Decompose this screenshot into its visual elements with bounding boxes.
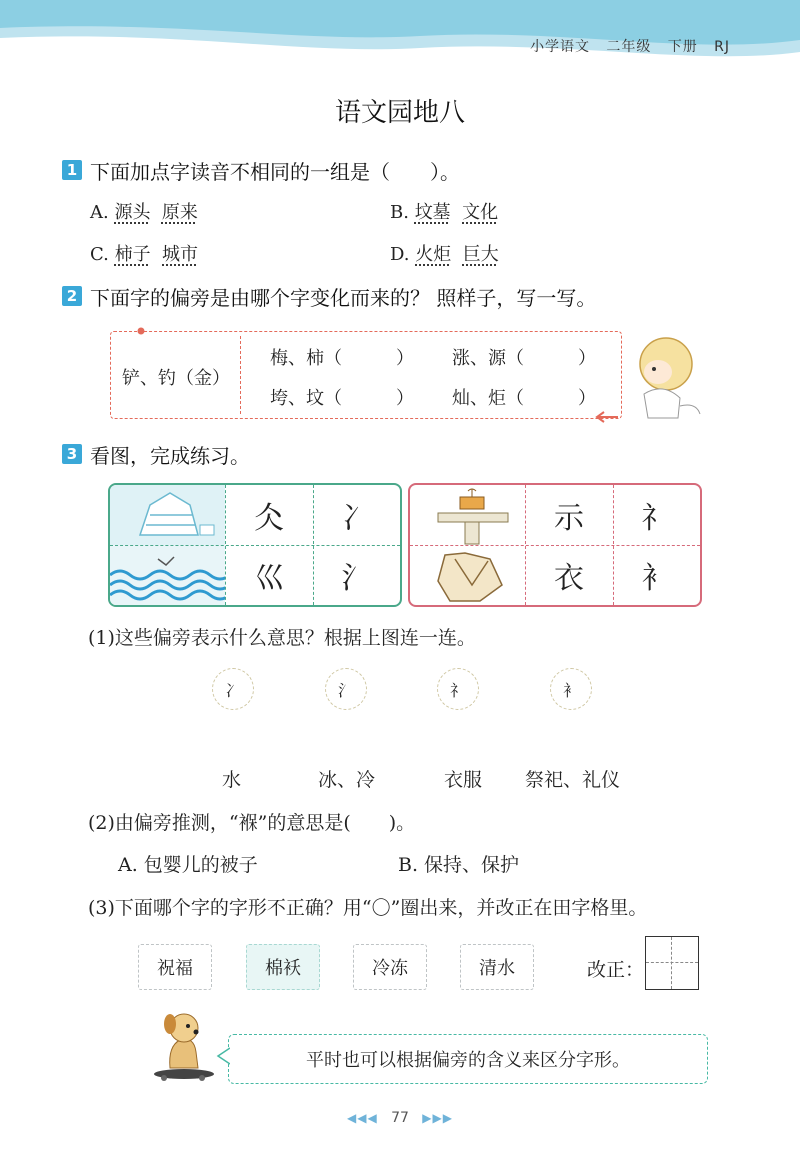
speech-pointer-icon (216, 1046, 230, 1066)
q3-sub1-text: (1)这些偏旁表示什么意思？根据上图连一连。 (88, 627, 476, 649)
radical-circle[interactable]: 衤 (550, 668, 592, 710)
table-glyph: 仌 (254, 501, 284, 536)
question-2-text: 下面字的偏旁是由哪个字变化而来的？ 照样子，写一写。 (90, 286, 597, 310)
table-glyph: 巛 (254, 561, 284, 596)
q2-divider (240, 336, 241, 414)
page-next-icon: ▶▶▶ (422, 1111, 453, 1125)
page-prev-icon: ◀◀◀ (347, 1111, 378, 1125)
q2-example: 铲、钓（金） (122, 368, 230, 389)
page-number: 77 (391, 1110, 409, 1126)
radical-circle[interactable]: 氵 (325, 668, 367, 710)
cartoon-girl-illustration (618, 322, 708, 422)
q1-option-a: A. 源头 原来 (90, 202, 198, 223)
q1-option-b: B. 坟墓 文化 (390, 202, 499, 223)
table-glyph: 礻 (641, 501, 672, 536)
arrow-left-icon (594, 411, 620, 423)
q2-item-1[interactable]: 梅、柿（ ） (270, 348, 414, 369)
question-3-text: 看图，完成练习。 (90, 444, 250, 468)
header-wave (0, 0, 800, 70)
q2-item-4[interactable]: 灿、炬（ ） (452, 388, 596, 409)
meaning-option[interactable]: 衣服 (444, 769, 483, 791)
page-title: 语文园地八 (334, 98, 465, 128)
meaning-option[interactable]: 祭祀、礼仪 (525, 769, 621, 791)
word-box[interactable]: 棉袄 (246, 944, 320, 990)
q2-item-2[interactable]: 涨、源（ ） (452, 348, 596, 369)
question-2-number: 2 (62, 286, 82, 306)
word-box[interactable]: 清水 (460, 944, 534, 990)
table-glyph: 冫 (341, 501, 372, 536)
q1-option-c: C. 柿子 城市 (90, 244, 199, 265)
tip-box: 平时也可以根据偏旁的含义来区分字形。 (228, 1034, 708, 1084)
table-glyph: 衤 (641, 561, 672, 596)
table-glyph: 衣 (554, 561, 584, 596)
red-dot-icon (136, 326, 146, 336)
radical-table-ritual-clothing (408, 483, 702, 607)
radical-circle[interactable]: 礻 (437, 668, 479, 710)
book-header: 小学语文 二年级 下册 RJ (530, 39, 730, 55)
q3-sub2-option-a[interactable]: A. 包婴儿的被子 (118, 854, 258, 876)
garment-illustration (410, 545, 525, 605)
question-1-number: 1 (62, 160, 82, 180)
question-1-text: 下面加点字读音不相同的一组是（ ）。 (90, 160, 460, 184)
radical-circle[interactable]: 冫 (212, 668, 254, 710)
dog-skateboard-illustration (140, 1006, 220, 1082)
question-3-number: 3 (62, 444, 82, 464)
meaning-option[interactable]: 水 (222, 769, 242, 791)
meaning-option[interactable]: 冰、冷 (318, 769, 376, 791)
table-glyph: 氵 (341, 561, 372, 596)
q1-option-d: D. 火炬 巨大 (390, 244, 499, 265)
word-box[interactable]: 冷冻 (353, 944, 427, 990)
q3-sub2-option-b[interactable]: B. 保持、保护 (398, 854, 520, 876)
table-glyph: 示 (554, 501, 584, 536)
radical-table-water (108, 483, 402, 607)
tianzige-grid[interactable] (645, 936, 699, 990)
altar-illustration (410, 485, 525, 545)
correction-label: 改正： (587, 959, 645, 981)
ice-block-illustration (110, 485, 225, 545)
word-box[interactable]: 祝福 (138, 944, 212, 990)
water-waves-illustration (110, 545, 225, 605)
q3-sub3-text: (3)下面哪个字的字形不正确？用“〇”圈出来，并改正在田字格里。 (88, 897, 648, 919)
q3-sub2-text: (2)由偏旁推测，“褓”的意思是( )。 (88, 812, 416, 834)
q2-item-3[interactable]: 垮、坟（ ） (270, 388, 414, 409)
page-footer (0, 1110, 800, 1126)
